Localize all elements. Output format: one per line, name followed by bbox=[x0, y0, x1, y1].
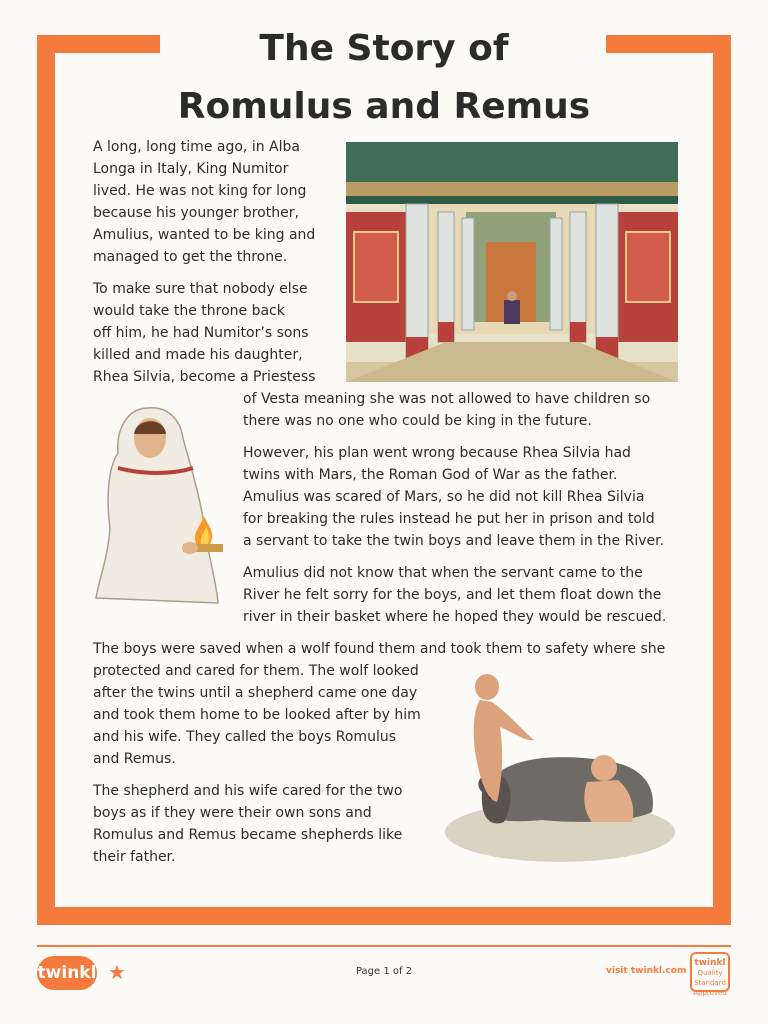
p6-line: boys as if they were their own sons and bbox=[93, 805, 372, 821]
p2-line: would take the throne back bbox=[93, 303, 285, 319]
p1-line: Amulius, wanted to be king and bbox=[93, 227, 316, 243]
title-line-1: The Story of bbox=[259, 28, 509, 69]
p5-line: The boys were saved when a wolf found them and took them to safety where she bbox=[93, 641, 666, 657]
p2-line: Rhea Silvia, become a Priestess bbox=[93, 369, 316, 385]
p1-line: Longa in Italy, King Numitor bbox=[93, 161, 289, 177]
p3-line: Amulius was scared of Mars, so he did not kill Rhea Silvia bbox=[243, 489, 645, 505]
page-number: Page 1 of 2 bbox=[355, 966, 413, 977]
badge-text: Approved bbox=[693, 989, 727, 997]
p3-line: twins with Mars, the Roman God of War as the father. bbox=[243, 467, 618, 483]
p1-line: because his younger brother, bbox=[93, 205, 299, 221]
p5-line: and Remus. bbox=[93, 751, 176, 767]
p2-line: of Vesta meaning she was not allowed to have children so bbox=[243, 391, 651, 407]
p6-line: Romulus and Remus became shepherds like bbox=[93, 827, 403, 843]
badge-text: Quality Standard bbox=[694, 969, 726, 987]
p3-line: a servant to take the twin boys and leave them in the River. bbox=[243, 533, 665, 549]
p1-line: lived. He was not king for long bbox=[93, 183, 307, 199]
p3-line: for breaking the rules instead he put her in prison and told bbox=[243, 511, 655, 527]
page-frame-bottom bbox=[37, 907, 731, 925]
p4-line: River he felt sorry for the boys, and let them float down the bbox=[243, 587, 662, 603]
p5-line: and his wife. They called the boys Romulus bbox=[93, 729, 396, 745]
p3-line: However, his plan went wrong because Rhea Silvia had bbox=[243, 445, 631, 461]
quality-badge-icon bbox=[690, 952, 730, 997]
twinkl-logo[interactable]: twinkl bbox=[37, 956, 97, 990]
p1-line: managed to get the throne. bbox=[93, 249, 288, 265]
visit-link[interactable]: visit twinkl.com bbox=[606, 966, 687, 976]
p2-line: To make sure that nobody else bbox=[93, 281, 308, 297]
p5-line: after the twins until a shepherd came one day bbox=[93, 685, 418, 701]
star-icon: ★ bbox=[108, 960, 126, 984]
p2-line: killed and made his daughter, bbox=[93, 347, 303, 363]
footer-rule bbox=[37, 945, 731, 947]
p4-line: river in their basket where he hoped they would be rescued. bbox=[243, 609, 667, 625]
p4-line: Amulius did not know that when the servant came to the bbox=[243, 565, 643, 581]
p6-line: The shepherd and his wife cared for the two bbox=[93, 783, 403, 799]
priestess-illustration bbox=[88, 398, 238, 613]
p2-line: there was no one who could be king in the future. bbox=[243, 413, 592, 429]
title-line-2: Romulus and Remus bbox=[177, 86, 591, 127]
p1-line: A long, long time ago, in Alba bbox=[93, 139, 300, 155]
badge-brand: twinkl bbox=[694, 958, 726, 968]
p5-line: and took them home to be looked after by him bbox=[93, 707, 421, 723]
p2-line: off him, he had Numitor’s sons bbox=[93, 325, 309, 341]
p6-line: their father. bbox=[93, 849, 176, 865]
p5-line: protected and cared for them. The wolf looked bbox=[93, 663, 419, 679]
wolf-and-twins-illustration bbox=[442, 672, 678, 864]
throne-room-illustration bbox=[346, 142, 678, 382]
